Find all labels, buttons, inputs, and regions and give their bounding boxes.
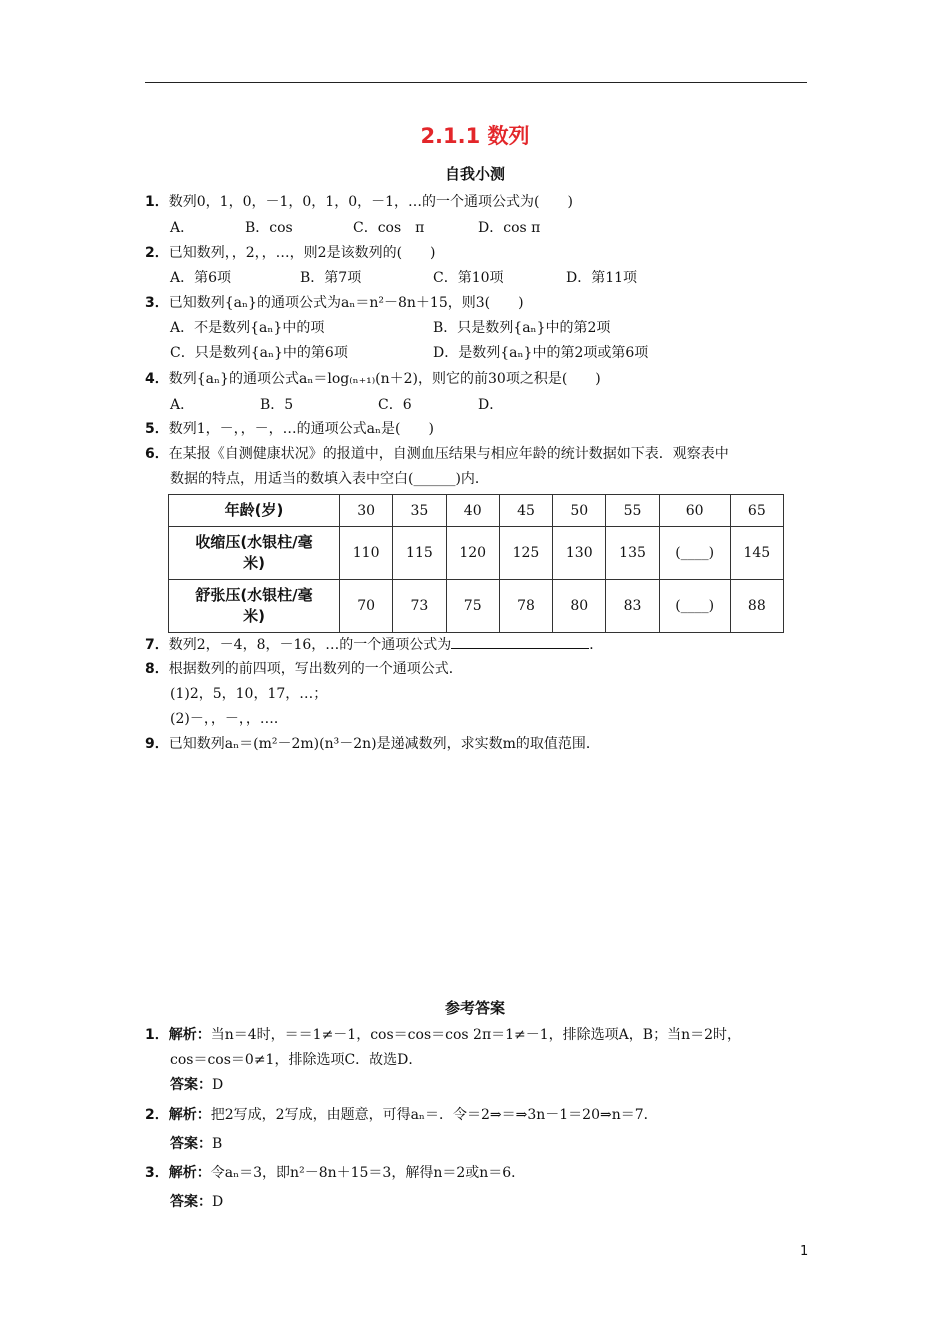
question-text: 已知数列，，2，，…，则2是该数列的( ) [168,245,436,261]
question-9 [145,735,600,753]
question-4 [145,370,601,388]
q1-option-c: C．cos π [353,220,425,236]
answer-value: B [212,1136,223,1152]
analysis-text: 令aₙ＝3，即n²－8n＋15＝3，解得n＝2或n＝6． [210,1165,526,1181]
table-cell: 75 [446,580,499,633]
table-cell: 65 [730,495,783,527]
table-cell: 125 [499,527,552,580]
question-number: 3． [145,295,169,311]
section-heading-self-test: 自我小测 [444,165,505,183]
answer-value: D [212,1194,224,1210]
analysis-text: 把2写成，2写成，由题意，可得aₙ＝．令＝2⇒＝⇒3n－1＝20⇒n＝7． [210,1107,658,1123]
table-cell: 83 [606,580,659,633]
q1-option-a: A． [170,220,195,236]
section-heading-answers: 参考答案 [444,999,505,1017]
analysis-text: 当n＝4时，＝＝1≠－1，cos＝cos＝cos 2π＝1≠－1，排除选项A，B；当n＝2时， [210,1027,742,1043]
header-line-2: 米) [243,554,265,572]
q4-option-d: D． [478,397,504,413]
table-cell: 145 [730,527,783,580]
q3-option-b: B．只是数列{aₙ}中的第2项 [433,320,611,336]
page-number: 1 [800,1244,809,1259]
q2-option-d: D．第11项 [566,270,638,286]
table-cell: 80 [553,580,606,633]
answer-label: 答案： [170,1194,212,1210]
header-rule [145,82,807,83]
question-number: 9． [145,736,169,752]
blood-pressure-table [168,494,784,633]
question-6 [145,445,729,463]
q2-option-b: B．第7项 [300,270,362,286]
answer-label: 答案： [170,1136,212,1152]
table-cell: 120 [446,527,499,580]
q3-option-d: D．是数列{aₙ}中的第2项或第6项 [433,345,649,361]
answer-number: 1． [145,1027,169,1043]
analysis-label: 解析： [168,1027,211,1043]
question-number: 6． [145,446,169,462]
table-cell: 73 [393,580,446,633]
table-cell: 55 [606,495,659,527]
header-line-1: 舒张压(水银柱/毫 [195,586,313,604]
answer-1-result [170,1076,223,1094]
answer-2-result [170,1135,222,1153]
answer-1-analysis [145,1026,741,1044]
q4-option-b: B．5 [260,397,294,413]
question-7 [145,634,603,654]
question-3 [145,294,524,312]
q4-option-c: C．6 [378,397,412,413]
q4-option-a: A． [170,397,195,413]
question-text: 根据数列的前四项，写出数列的一个通项公式． [168,661,463,677]
q1-option-b: B．cos [245,220,293,236]
answer-blank [451,634,589,649]
answer-number: 3． [145,1165,169,1181]
table-cell: 35 [393,495,446,527]
table-cell: 40 [446,495,499,527]
question-5 [145,420,434,438]
question-number: 1． [145,194,169,210]
table-cell: 135 [606,527,659,580]
analysis-label: 解析： [168,1165,211,1181]
q3-option-c: C．只是数列{aₙ}中的第6项 [170,345,348,361]
question-text: 在某报《自测健康状况》的报道中，自测血压结果与相应年龄的统计数据如下表．观察表中 [168,446,729,462]
q3-option-a: A．不是数列{aₙ}中的项 [170,320,325,336]
page-title: 2.1.1 数列 [420,124,530,148]
question-end: ． [589,637,604,653]
question-text: 已知数列{aₙ}的通项公式为aₙ＝n²－8n＋15，则3( ) [168,295,524,311]
q8-part-2: (2)－，，－，，…． [170,711,288,727]
question-text: 数列0，1，0，－1，0，1，0，－1，…的一个通项公式为( ) [168,194,573,210]
table-cell: 78 [499,580,552,633]
answer-value: D [212,1077,224,1093]
question-text: 数列2，－4，8，－16，…的一个通项公式为 [168,637,452,653]
table-header-diastolic [169,580,340,633]
answer-1-analysis-line-2: cos＝cos＝0≠1，排除选项C．故选D． [170,1052,423,1068]
question-text: 数列{aₙ}的通项公式aₙ＝log₍ₙ₊₁₎(n＋2)，则它的前30项之积是( ) [168,371,601,387]
question-number: 5． [145,421,169,437]
q1-option-d: D．cos π [478,220,541,236]
question-2 [145,244,436,262]
question-number: 7． [145,637,169,653]
table-cell: 60 [659,495,730,527]
question-number: 8． [145,661,169,677]
question-text: 已知数列aₙ＝(m²－2m)(n³－2n)是递减数列，求实数m的取值范围． [168,736,600,752]
question-number: 4． [145,371,169,387]
table-header-systolic [169,527,340,580]
table-cell: 50 [553,495,606,527]
table-cell: 130 [553,527,606,580]
table-cell: 70 [340,580,393,633]
table-cell-blank: (____) [659,527,730,580]
question-6-line-2: 数据的特点，用适当的数填入表中空白(______)内． [170,471,489,487]
question-8 [145,660,463,678]
table-cell: 30 [340,495,393,527]
q2-option-a: A．第6项 [170,270,232,286]
q8-part-1: (1)2，5，10，17，…； [170,686,328,702]
analysis-label: 解析： [168,1107,211,1123]
answer-3-analysis [145,1164,525,1182]
table-row-systolic [169,527,784,580]
table-cell: 88 [730,580,783,633]
question-number: 2． [145,245,169,261]
answer-label: 答案： [170,1077,212,1093]
table-row-age [169,495,784,527]
header-line-1: 收缩压(水银柱/毫 [195,533,313,551]
table-cell: 110 [340,527,393,580]
table-cell-blank: (____) [659,580,730,633]
answer-2-analysis [145,1106,658,1124]
question-text: 数列1，－，，－，…的通项公式aₙ是( ) [168,421,434,437]
answer-3-result [170,1193,223,1211]
answer-number: 2． [145,1107,169,1123]
table-row-diastolic [169,580,784,633]
table-header-age: 年龄(岁) [169,495,340,527]
header-line-2: 米) [243,607,265,625]
q2-option-c: C．第10项 [433,270,504,286]
question-1 [145,193,573,211]
table-cell: 45 [499,495,552,527]
table-cell: 115 [393,527,446,580]
